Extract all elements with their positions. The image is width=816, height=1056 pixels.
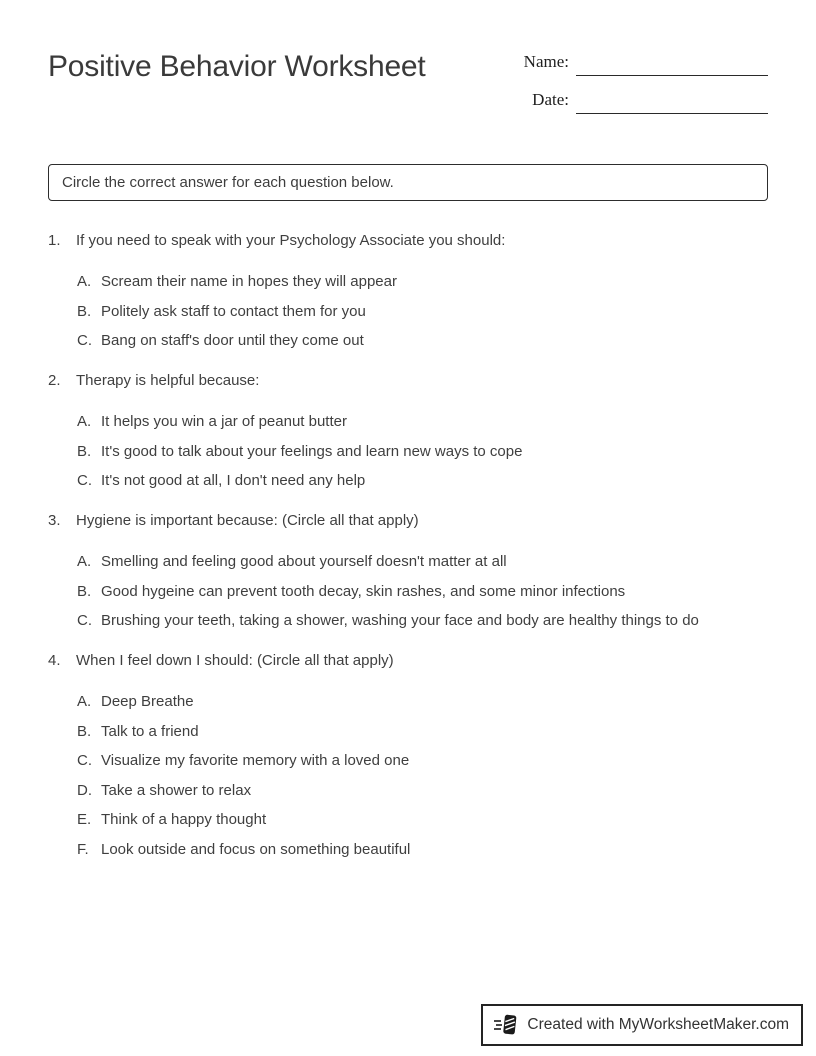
name-date-block: [524, 51, 768, 110]
options-list: [48, 272, 768, 351]
option-letter: B.: [77, 302, 92, 320]
question-header: [48, 651, 768, 671]
option-item: [77, 582, 768, 602]
option-letter: E.: [77, 811, 92, 828]
options-list: [48, 412, 768, 491]
option-text: Take a shower to relax: [101, 781, 252, 799]
name-blank-line: [576, 55, 768, 76]
option-letter: B.: [77, 582, 92, 600]
option-letter: B.: [77, 442, 92, 460]
option-text: Good hygeine can prevent tooth decay, skin rashes, and some minor infections: [101, 582, 626, 600]
question-text: Hygiene is important because: (Circle all that apply): [76, 512, 419, 529]
question-header: [48, 231, 768, 251]
option-text: It's good to talk about your feelings and learn new ways to cope: [101, 442, 523, 460]
question-header: [48, 371, 768, 391]
option-letter: A.: [77, 693, 92, 710]
option-item: [77, 722, 768, 742]
question-header: [48, 511, 768, 531]
question-text: Therapy is helpful because:: [76, 372, 260, 389]
question-number: 4.: [48, 652, 61, 669]
worksheet-maker-logo-icon: [493, 1012, 519, 1038]
instruction-text: Circle the correct answer for each question below.: [62, 174, 394, 191]
question-text: If you need to speak with your Psychology Associate you should:: [76, 232, 506, 249]
option-item: [77, 751, 768, 771]
page-title: Positive Behavior Worksheet: [48, 50, 426, 83]
option-item: [77, 781, 768, 801]
footer-credit-text: Created with MyWorksheetMaker.com: [527, 1016, 789, 1033]
option-text: Visualize my favorite memory with a loved one: [101, 752, 410, 769]
question-item: [48, 371, 768, 491]
option-item: [77, 552, 768, 572]
option-item: [77, 840, 768, 860]
option-text: It helps you win a jar of peanut butter: [101, 413, 347, 430]
option-item: [77, 272, 768, 292]
option-letter: A.: [77, 413, 92, 430]
option-letter: C.: [77, 752, 92, 769]
option-letter: A.: [77, 553, 92, 570]
options-list: [48, 552, 768, 631]
date-field-row: [524, 89, 768, 110]
option-text: Talk to a friend: [101, 722, 199, 740]
option-item: [77, 692, 768, 712]
option-item: [77, 442, 768, 462]
option-item: [77, 412, 768, 432]
option-text: Deep Breathe: [101, 693, 194, 710]
option-letter: C.: [77, 332, 92, 349]
footer-credit-badge[interactable]: [481, 1004, 803, 1046]
option-item: [77, 471, 768, 491]
question-number: 2.: [48, 372, 61, 389]
option-text: Bang on staff's door until they come out: [101, 332, 364, 349]
question-number: 1.: [48, 232, 61, 249]
name-field-row: [524, 51, 768, 72]
option-text: Think of a happy thought: [101, 811, 267, 828]
option-item: [77, 302, 768, 322]
name-label: Name:: [523, 52, 569, 71]
question-item: [48, 651, 768, 860]
option-item: [77, 331, 768, 351]
option-letter: C.: [77, 472, 92, 489]
option-text: Scream their name in hopes they will appear: [101, 273, 397, 290]
option-text: Look outside and focus on something beautiful: [101, 840, 411, 858]
instruction-box: [48, 164, 768, 201]
option-item: [77, 611, 768, 631]
option-letter: A.: [77, 273, 92, 290]
questions-list: [48, 231, 768, 880]
date-blank-line: [576, 93, 768, 114]
question-item: [48, 231, 768, 351]
question-item: [48, 511, 768, 631]
date-label: Date:: [532, 90, 569, 109]
option-text: Smelling and feeling good about yourself doesn't matter at all: [101, 553, 507, 570]
option-letter: D.: [77, 781, 92, 799]
option-text: It's not good at all, I don't need any help: [101, 472, 366, 489]
options-list: [48, 692, 768, 860]
option-letter: B.: [77, 722, 92, 740]
option-text: Brushing your teeth, taking a shower, washing your face and body are healthy things to do: [101, 612, 699, 629]
option-text: Politely ask staff to contact them for you: [101, 302, 366, 320]
option-item: [77, 810, 768, 830]
option-letter: F.: [77, 840, 89, 858]
question-text: When I feel down I should: (Circle all that apply): [76, 652, 394, 669]
question-number: 3.: [48, 512, 61, 529]
option-letter: C.: [77, 612, 92, 629]
